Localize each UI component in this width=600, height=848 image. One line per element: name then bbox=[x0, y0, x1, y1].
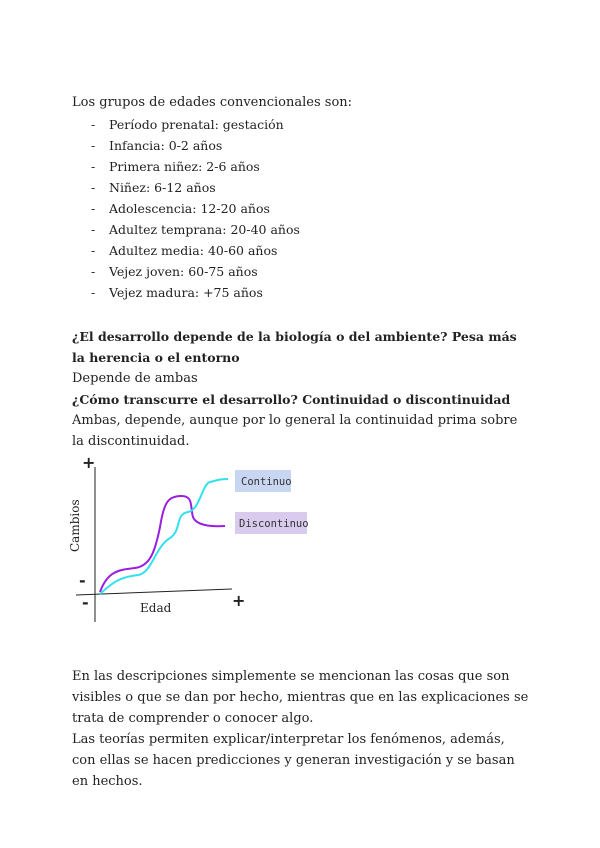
intro-text: Los grupos de edades convencionales son: bbox=[72, 95, 353, 110]
list-item: - Primera niñez: 2-6 años bbox=[91, 159, 260, 174]
list-item: - Adultez media: 40-60 años bbox=[91, 243, 278, 258]
theories-paragraph: Las teorías permiten explicar/interpretar los fenómenos, además, con ellas se hacen predicciones y generan investigación y se basan en hechos. bbox=[72, 732, 515, 789]
legend-discontinuous-label: Discontinuo bbox=[239, 518, 309, 530]
age-group-list bbox=[91, 114, 300, 303]
continuous-curve bbox=[100, 479, 228, 594]
list-item: - Niñez: 6-12 años bbox=[91, 180, 216, 195]
question-continuity: ¿Cómo transcurre el desarrollo? Continuidad o discontinuidad bbox=[72, 392, 511, 407]
development-diagram bbox=[60, 452, 320, 652]
x-plus-sign: + bbox=[232, 591, 246, 610]
list-item: - Vejez madura: +75 años bbox=[91, 285, 263, 300]
list-item: - Período prenatal: gestación bbox=[91, 117, 284, 132]
legend-continuous-label: Continuo bbox=[241, 476, 292, 488]
x-minus-sign: - bbox=[82, 593, 89, 612]
y-minus-sign: - bbox=[79, 571, 86, 590]
descriptions-paragraph: En las descripciones simplemente se mencionan las cosas que son visibles o que se dan por hecho, mientras que en las explicaciones se trata de comprender o conocer algo. bbox=[72, 669, 529, 726]
question-heredity-environment: ¿El desarrollo depende de la biología o del ambiente? Pesa más la herencia o el entorno bbox=[72, 329, 517, 365]
list-item: - Adolescencia: 12-20 años bbox=[91, 201, 270, 216]
list-item: - Vejez joven: 60-75 años bbox=[91, 264, 258, 279]
answer-heredity-environment: Depende de ambas bbox=[72, 371, 198, 386]
list-item: - Infancia: 0-2 años bbox=[91, 138, 223, 153]
x-axis-label: Edad bbox=[140, 601, 172, 615]
y-plus-sign: + bbox=[82, 453, 96, 472]
y-axis-label: Cambios bbox=[68, 499, 82, 552]
x-axis bbox=[76, 589, 232, 595]
list-item: - Adultez temprana: 20-40 años bbox=[91, 222, 300, 237]
answer-continuity: Ambas, depende, aunque por lo general la continuidad prima sobre la discontinuidad. bbox=[72, 413, 518, 449]
